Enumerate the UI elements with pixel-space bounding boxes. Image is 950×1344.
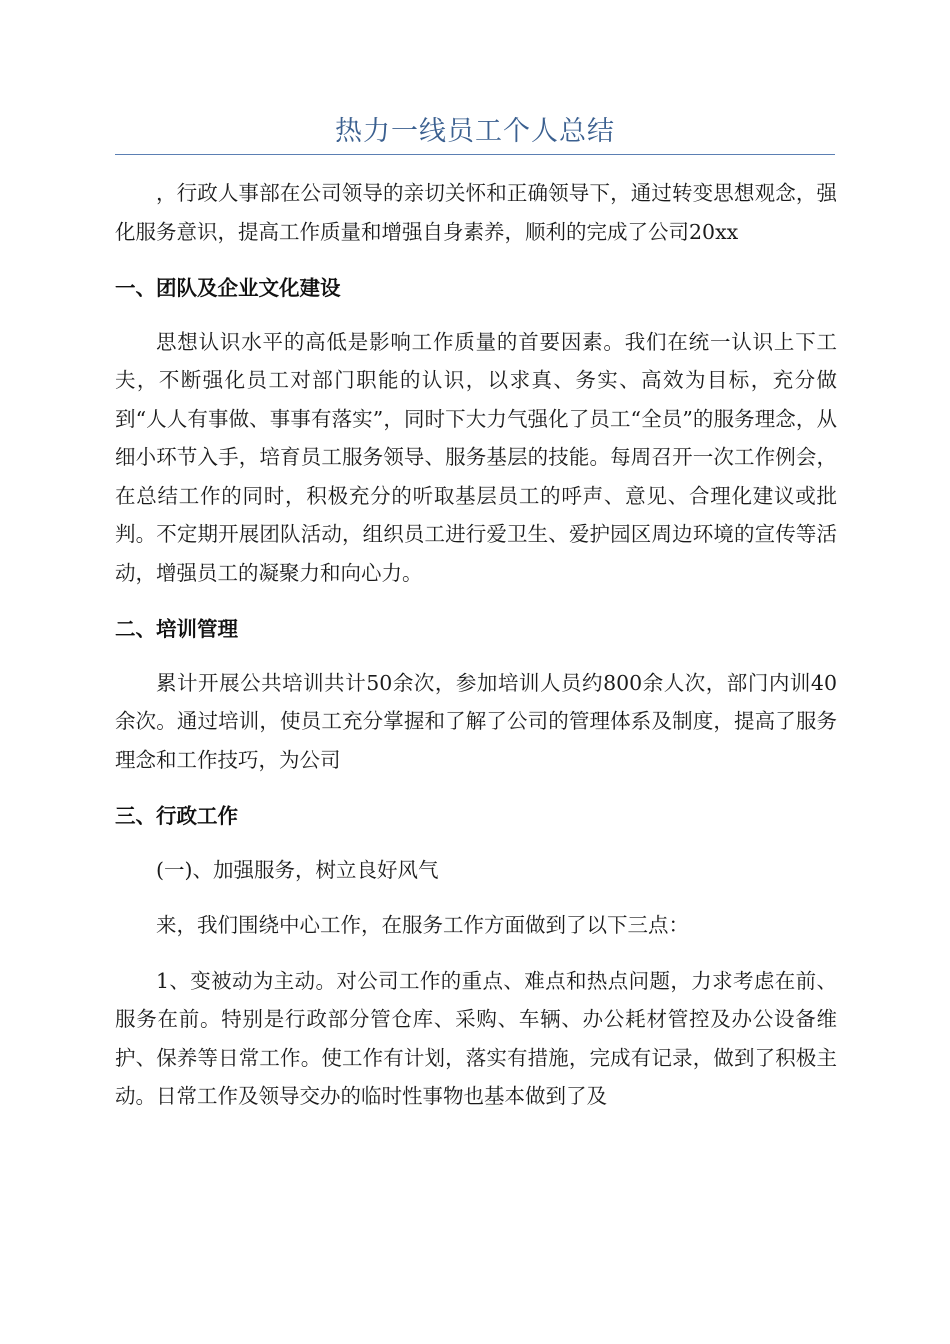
intro-paragraph: ，行政人事部在公司领导的亲切关怀和正确领导下，通过转变思想观念，强化服务意识，提高工作质量和增强自身素养，顺利的完成了公司20xx <box>115 181 837 244</box>
section-heading-3: 三、行政工作 <box>115 804 238 828</box>
section-heading-1: 一、团队及企业文化建设 <box>115 276 341 300</box>
title-underline <box>115 154 835 155</box>
document-title: 热力一线员工个人总结 <box>335 116 615 147</box>
section-3-paragraph-2: 1、变被动为主动。对公司工作的重点、难点和热点问题，力求考虑在前、服务在前。特别是行政部分管仓库、采购、车辆、办公耗材管控及办公设备维护、保养等日常工作。使工作有计划，落实有措施，完成有记录，做到了积极主动。日常工作及领导交办的临时性事物也基本做到了及 <box>115 968 837 1108</box>
document-body <box>115 174 837 1116</box>
section-3-subheading: (一)、加强服务，树立良好风气 <box>156 857 439 882</box>
section-1-paragraph-1: 思想认识水平的高低是影响工作质量的首要因素。我们在统一认识上下工夫，不断强化员工对部门职能的认识，以求真、务实、高效为目标，充分做到“人人有事做、事事有落实”，同时下大力气强化了员工“全员”的服务理念，从细小环节入手，培育员工服务领导、服务基层的技能。每周召开一次工作例会，在总结工作的同时，积极充分的听取基层员工的呼声、意见、合理化建议或批判。不定期开展团队活动，组织员工进行爱卫生、爱护园区周边环境的宣传等活动，增强员工的凝聚力和向心力。 <box>115 329 837 585</box>
section-heading-2: 二、培训管理 <box>115 617 238 641</box>
section-3-paragraph-1: 来，我们围绕中心工作，在服务工作方面做到了以下三点： <box>156 913 689 937</box>
section-2-paragraph-1: 累计开展公共培训共计50余次，参加培训人员约800余人次，部门内训40余次。通过培训，使员工充分掌握和了解了公司的管理体系及制度，提高了服务理念和工作技巧，为公司 <box>115 670 837 772</box>
